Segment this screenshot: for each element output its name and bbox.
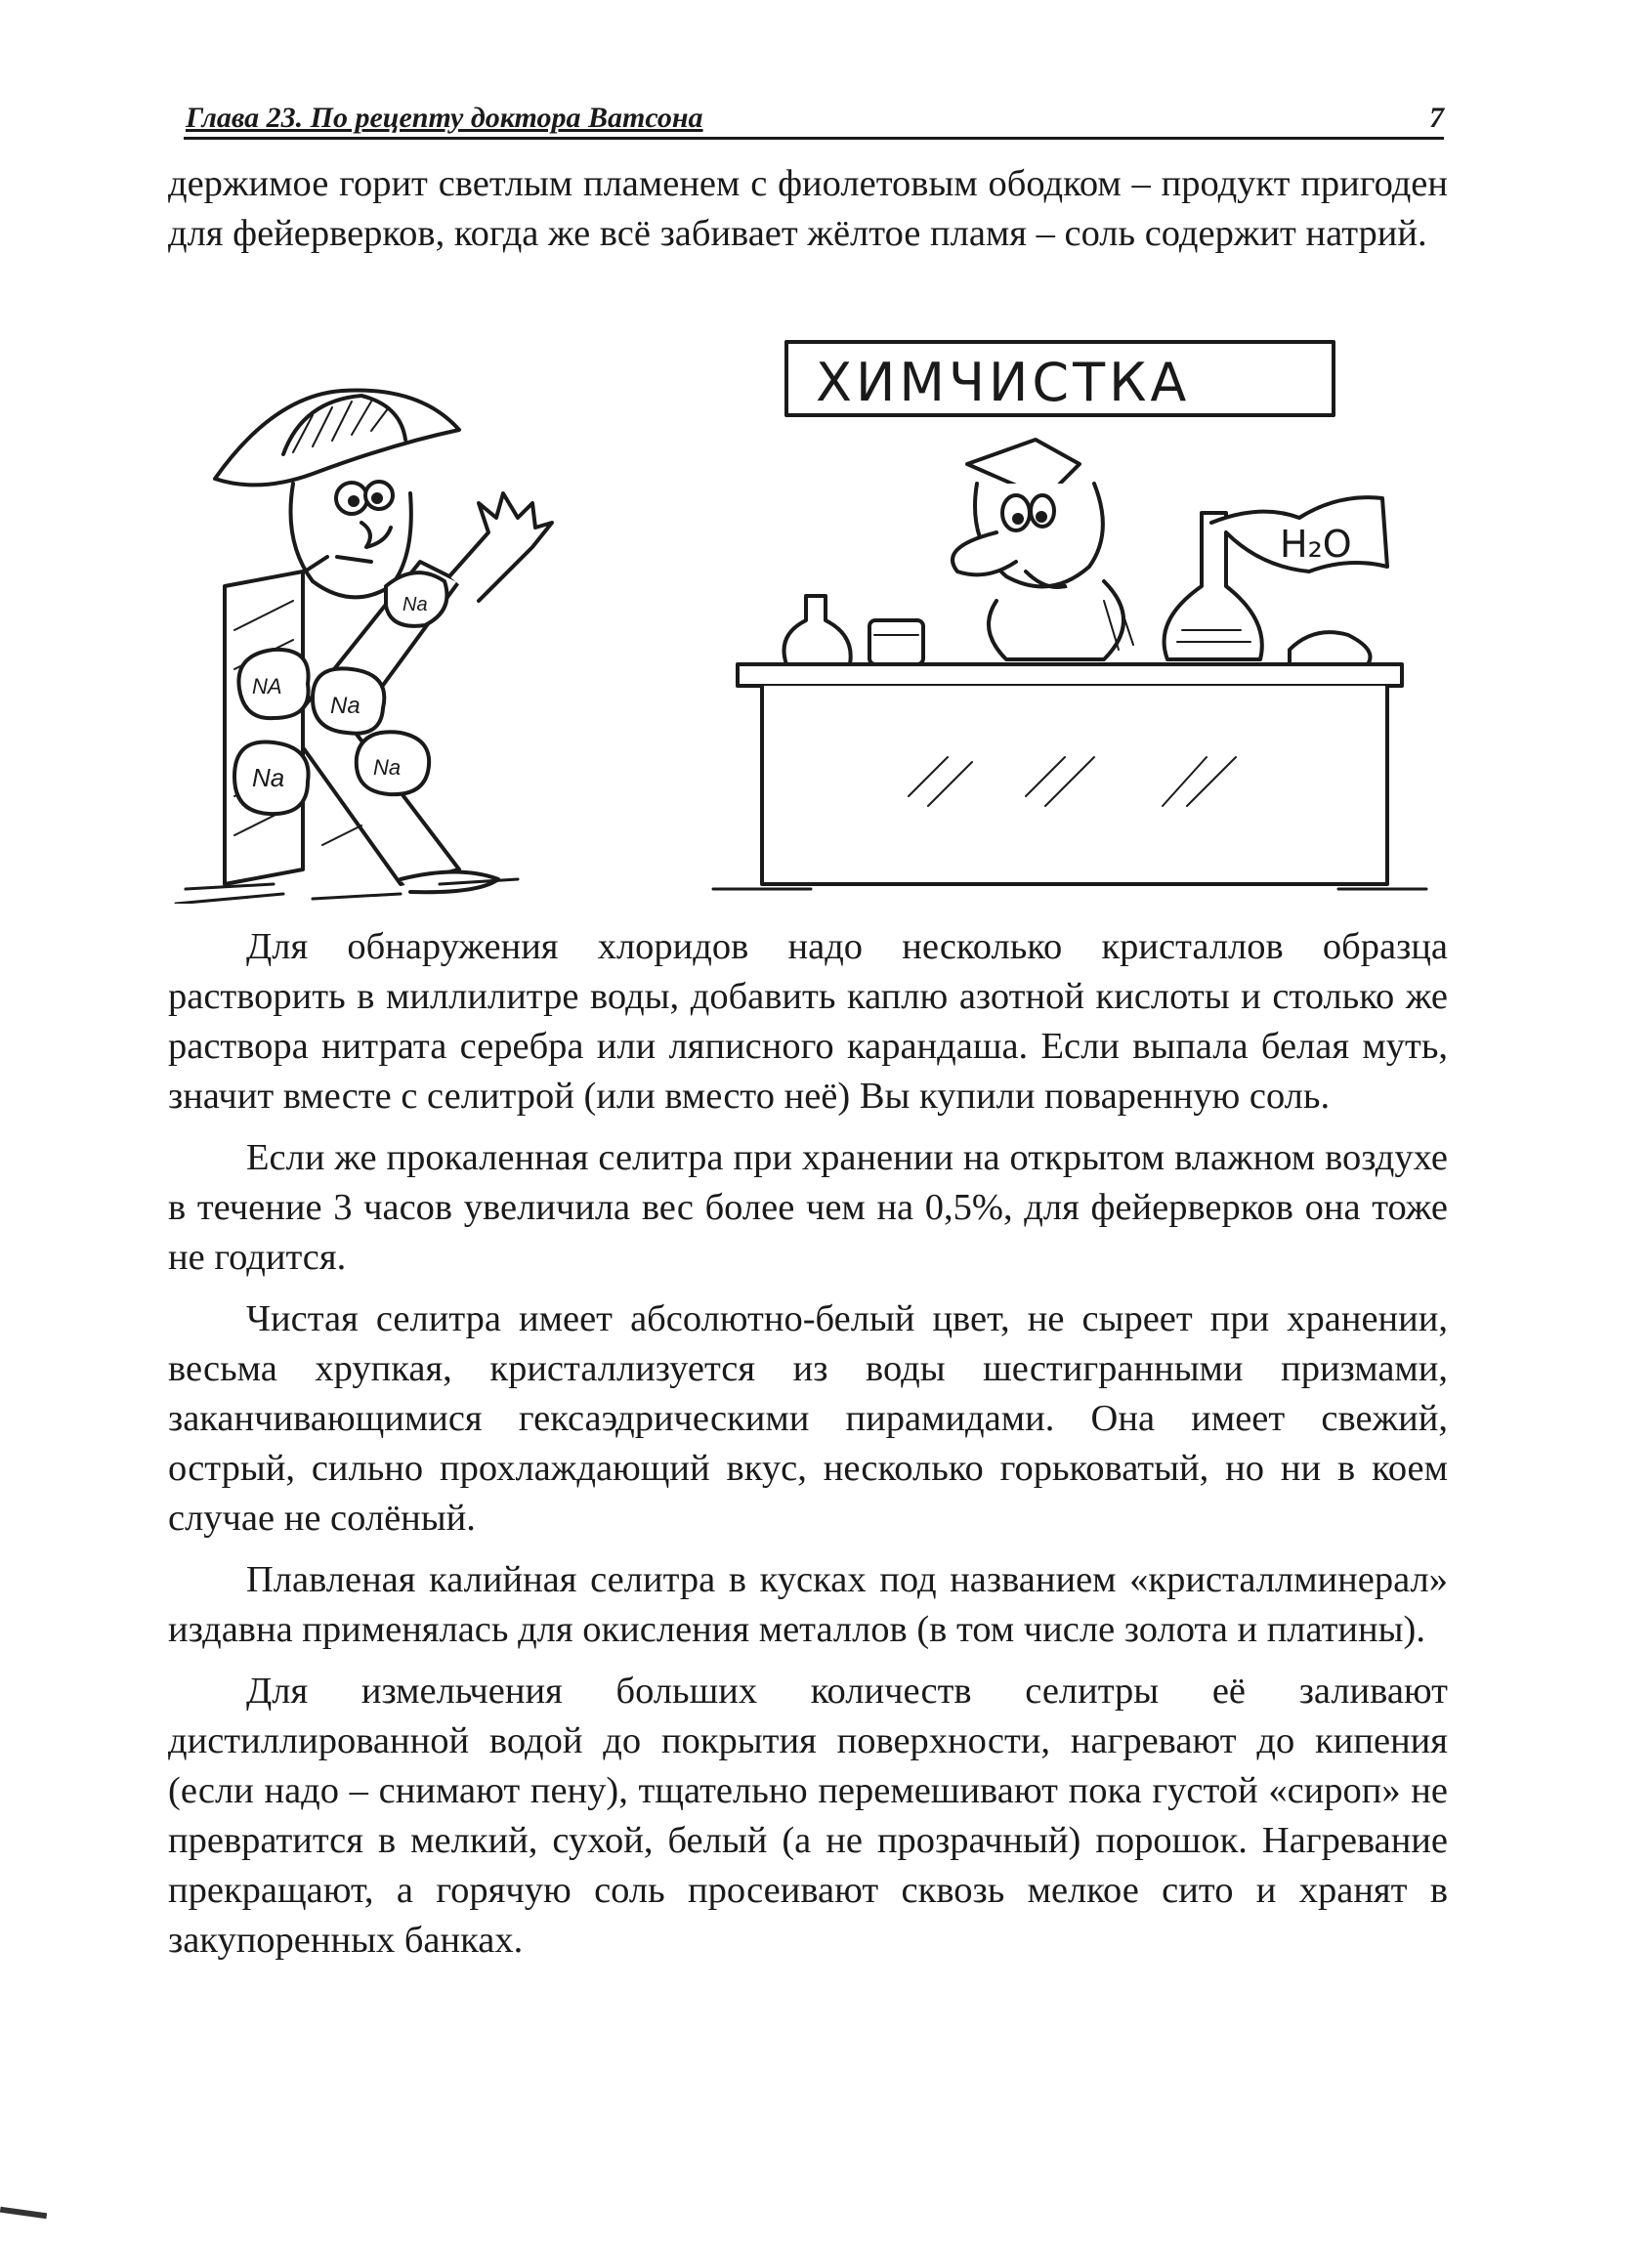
intro-paragraph-block [168, 159, 1448, 259]
letter-k-character [176, 391, 552, 905]
na-label-4: Na [373, 755, 402, 780]
paragraph: Для обнаружения хлоридов надо несколько кристаллов образца растворить в миллилитре воды, добавить каплю азотной кислоты и столько же раствора нитрата серебра или ляписного карандаша. Если выпала белая муть, значит вместе с селитрой (или вместо неё) Вы купили поваренную соль. [168, 926, 1448, 1117]
na-label-0: Na [330, 693, 360, 719]
intro-paragraph: держимое горит светлым пламенем с фиолетовым ободком – продукт пригоден для фейерверков, когда же всё забивает жёлтое пламя – соль содержит натрий. [168, 163, 1448, 254]
flag-text: H₂O [1280, 523, 1352, 566]
paragraph: Плавленая калийная селитра в кусках под названием «кристаллминерал» издавна применялась для окисления металлов (в том числе золота и платины). [168, 1559, 1448, 1650]
paragraph: Чистая селитра имеет абсолютно-белый цвет, не сыреет при хранении, весьма хрупкая, кристаллизуется из воды шестигранными призмами, заканчивающимися гексаэдрическими пирамидами. Она имеет свежий, острый, сильно прохлаждающий вкус, несколько горьковатый, но ни в коем случае не солёный. [168, 1298, 1448, 1539]
cartoon-illustration [166, 337, 1456, 904]
body-text [168, 922, 1448, 1977]
running-header [184, 98, 1444, 140]
na-label-2: Na [402, 594, 428, 615]
na-label-1: NA [252, 674, 282, 699]
paragraph: Для измельчения больших количеств селитры её заливают дистиллированной водой до покрытия поверхности, нагревают до кипения (если надо – снимают пену), тщательно перемешивают пока густой «сироп» не превратится в мелкий, сухой, белый (а не прозрачный) порошок. Нагревание прекращают, а горячую соль просеивают сквозь мелкое сито и хранят в закупоренных банках. [168, 1671, 1448, 1961]
page-number: 7 [1429, 102, 1444, 134]
chapter-title: Глава 23. По рецепту доктора Ватсона [186, 102, 703, 134]
na-label-3: Na [252, 763, 285, 792]
counter-top [738, 664, 1402, 686]
sign-text: ХИМЧИСТКА [816, 352, 1191, 413]
paragraph: Если же прокаленная селитра при хранении на открытом влажном воздухе в течение 3 часов увеличила вес более чем на 0,5%, для фейерверков она тоже не годится. [168, 1137, 1448, 1278]
dry-cleaner-scene [713, 342, 1426, 889]
scan-edge-mark [0, 2207, 47, 2220]
